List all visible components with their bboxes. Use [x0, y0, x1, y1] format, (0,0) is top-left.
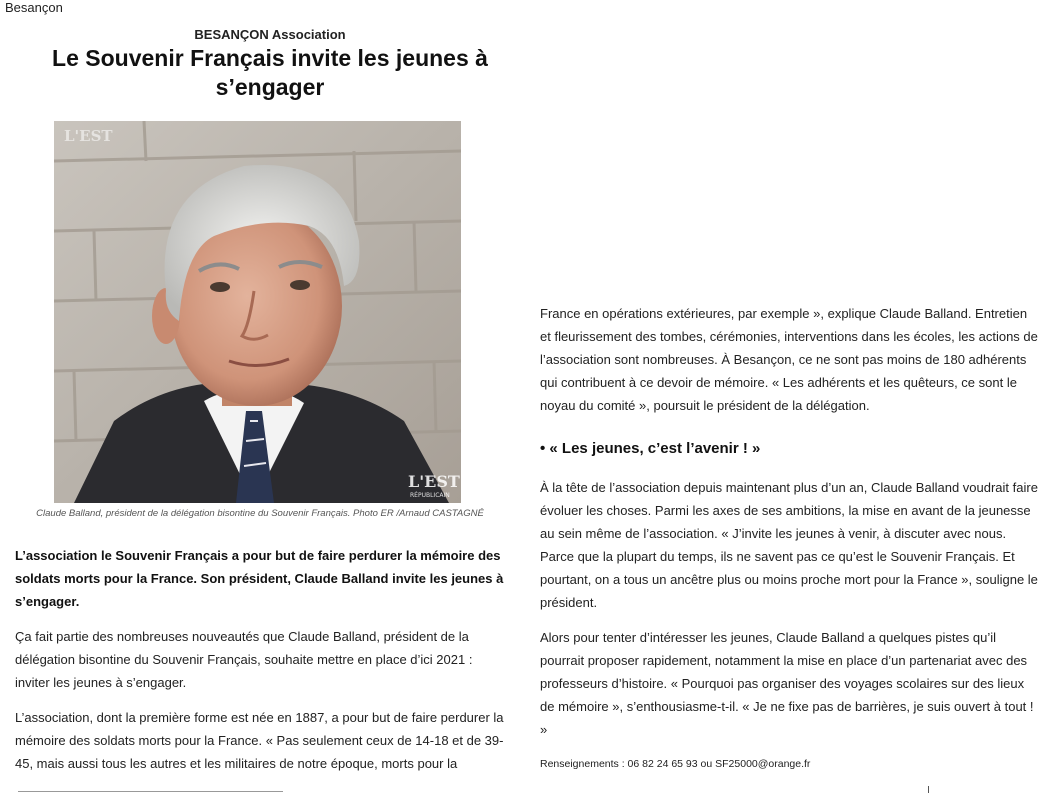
watermark-sub: RÉPUBLICAIN	[410, 492, 450, 499]
article-photo	[54, 121, 461, 503]
article-column-right	[540, 302, 1040, 788]
bottom-divider	[18, 791, 283, 792]
city-label: Besançon	[5, 0, 63, 15]
article-paragraph-1: Ça fait partie des nombreuses nouveautés que Claude Balland, président de la délégation bisontine du Souvenir Français, souhaite mettre en place d’ici 2021 : inviter les jeunes à s’engager.	[15, 629, 473, 690]
article-lead: L’association le Souvenir Français a pour but de faire perdurer la mémoire des soldats morts pour la France. Son président, Claude Balland invite les jeunes à s’engager.	[15, 548, 504, 609]
photo-caption: Claude Balland, président de la délégation bisontine du Souvenir Français. Photo ER /Arnaud CASTAGNÉ	[36, 508, 484, 519]
article-headline: Le Souvenir Français invite les jeunes à s’engager	[52, 45, 488, 100]
contact-info: Renseignements : 06 82 24 65 93 ou SF25000@orange.fr	[540, 758, 811, 770]
article-paragraph-2: L’association, dont la première forme est née en 1887, a pour but de faire perdurer la mémoire des soldats morts pour la France. « Pas seulement ceux de 14-18 et de 39-45, mais aussi tous les autres et les militaires de notre époque, morts pour la	[15, 710, 504, 771]
watermark-top: L'EST	[64, 127, 113, 145]
article-paragraph-4: À la tête de l’association depuis maintenant plus d’un an, Claude Balland voudrait faire évoluer les choses. Parmi les axes de ses ambitions, la mise en avant de la jeunesse au sein même de l’association. « J’invite les jeunes à venir, à discuter avec nous. Parce que la plupart du temps, ils ne savent pas ce qu’est le Souvenir Français. Et pourtant, on a tous un ancêtre plus ou moins proche mort pour la France », souligne le président.	[540, 480, 1038, 610]
article-subhead: • « Les jeunes, c’est l’avenir ! »	[540, 440, 761, 457]
article-paragraph-5: Alors pour tenter d’intéresser les jeunes, Claude Balland a quelques pistes qu’il pourrait proposer rapidement, notamment la mise en place d’un partenariat avec des professeurs d’histoire. « Pourquoi pas organiser des voyages scolaires sur des lieux de mémoire », s’enthousiasme-t-il. « Je ne fixe pas de barrières, je suis ouvert à tout ! »	[540, 630, 1034, 737]
article-kicker: BESANÇON Association	[194, 27, 346, 42]
article-column-left	[15, 544, 507, 787]
watermark-bottom: L'EST	[408, 472, 460, 491]
column-tick	[928, 786, 929, 793]
article-paragraph-3: France en opérations extérieures, par exemple », explique Claude Balland. Entretien et fleurissement des tombes, cérémonies, interventions dans les écoles, les actions de l’association sont nombreuses. À Besançon, ce ne sont pas moins de 180 adhérents qui contribuent à ce devoir de mémoire. « Les adhérents et les quêteurs, ce sont le noyau du comité », poursuit le président de la délégation.	[540, 306, 1038, 413]
